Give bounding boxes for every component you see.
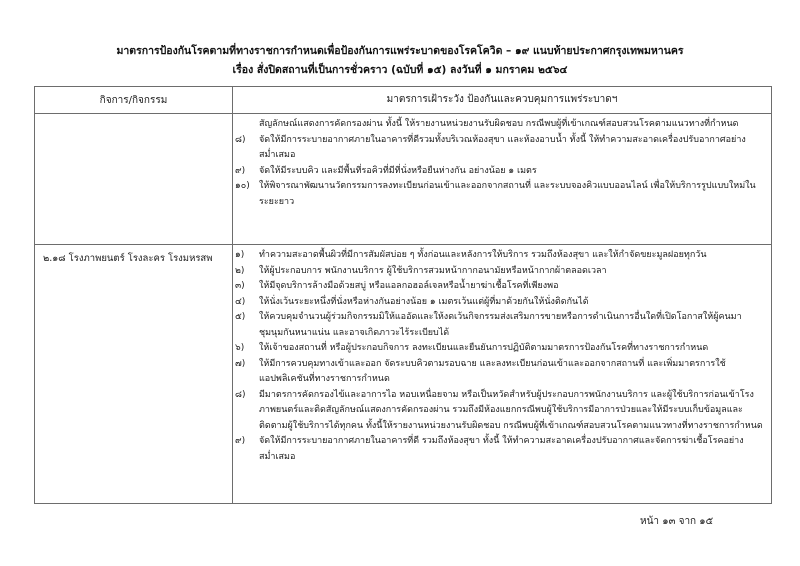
measure-item (233, 133, 763, 164)
page-number: หน้า ๑๓ จาก ๑๕ (640, 516, 714, 527)
table-row (35, 113, 771, 244)
measure-item (233, 357, 763, 388)
measures-cell (233, 114, 771, 244)
item-text: ให้มีจุดบริการล้างมือด้วยสบู่ หรือแอลกอฮอล์เจลหรือน้ำยาฆ่าเชื้อโรคที่เพียงพอ (259, 281, 559, 291)
measure-item (233, 295, 763, 311)
activity-cell (35, 114, 233, 244)
item-number: ๖) (235, 343, 245, 353)
item-text: มีมาตรการคัดกรองไข้และอาการไอ หอบเหนื่อยจาม หรือเป็นหวัดสำหรับผู้ประกอบการพนักงานบริการ และผู้ใช้บริการก่อนเข้าโรงภาพยนตร์และติดสัญลักษณ์แสดงการคัดกรองผ่าน รวมถึงมีห้องแยกกรณีพบผู้ใช้บริการมีอาการป่วยและให้มีระบบเก็บข้อมูลและติดตามผู้ใช้บริการได้ทุกคน ทั้งนี้ให้รายงานหน่วยงานรับผิดชอบ กรณีพบผู้ที่เข้าเกณฑ์สอบสวนโรคตามแนวทางที่ทางราชการกำหนด (259, 389, 763, 431)
item-text: ให้ผู้ประกอบการ พนักงานบริการ ผู้ใช้บริการสวมหน้ากากอนามัยหรือหน้ากากผ้าตลอดเวลา (259, 265, 607, 276)
item-text: ให้พิจารณาพัฒนานวัตกรรมการลงทะเบียนก่อนเข้าและออกจากสถานที่ และระบบจองคิวแบบออนไลน์ เพื่อให้บริการรูปแบบใหม่ในระยะยาว (259, 181, 756, 207)
item-text: จัดให้มีการระบายอากาศภายในอาคารที่ดีรวมทั้งบริเวณห้องสุขา และห้องอาบน้ำ ทั้งนี้ ให้ทำความสะอาดเครื่องปรับอากาศอย่างสม่ำเสมอ (259, 134, 746, 160)
item-text: จัดให้มีการระบายอากาศภายในอาคารที่ดี รวมถึงห้องสุขา ทั้งนี้ ให้ทำความสะอาดเครื่องปรับอากาศและจัดการฆ่าเชื้อโรคอย่างสม่ำเสมอ (259, 436, 744, 462)
item-number: ๕) (235, 312, 246, 322)
item-number: ๑) (235, 250, 245, 260)
measure-item (233, 164, 763, 180)
measures-cell (233, 245, 771, 503)
item-text: ให้มีการควบคุมทางเข้าและออก จัดระบบคิวตามรอบฉาย และลงทะเบียนก่อนเข้าและออกจากสถานที่ และเพิ่มมาตรการใช้แอปพลิเคชันที่ทางราชการกำหนด (259, 358, 726, 384)
document-title-line2: เรื่อง สั่งปิดสถานที่เป็นการชั่วคราว (ฉบับที่ ๑๕) ลงวันที่ ๑ มกราคม ๒๕๖๔ (232, 64, 568, 76)
measures-table (34, 86, 772, 504)
measure-item (233, 179, 763, 210)
item-number: ๓) (235, 281, 245, 291)
item-number: ๙) (235, 436, 246, 446)
measure-item (233, 248, 763, 264)
item-text: จัดให้มีระบบคิว และมีพื้นที่รอคิวที่มีที่นั่งหรือยืนห่างกัน อย่างน้อย ๑ เมตร (259, 165, 537, 176)
continued-text: สัญลักษณ์แสดงการคัดกรองผ่าน ทั้งนี้ ให้รายงานหน่วยงานรับผิดชอบ กรณีพบผู้ที่เข้าเกณฑ์สอบสวนโรคตามแนวทางที่กำหนด (259, 119, 739, 129)
item-number: ๗) (235, 358, 246, 369)
item-number: ๘) (235, 134, 246, 145)
activity-cell: ๒.๑๘ โรงภาพยนตร์ โรงละคร โรงมหรสพ (35, 245, 233, 503)
item-number: ๙) (235, 165, 246, 176)
item-number: ๒) (235, 265, 245, 276)
measure-item (233, 279, 763, 295)
measure-item (233, 310, 763, 341)
item-text: ให้นั่งเว้นระยะหนึ่งที่นั่งหรือห่างกันอย่างน้อย ๑ เมตรเว้นแต่ผู้ที่มาด้วยกันให้นั่งติดกันได้ (259, 296, 589, 307)
column-header-activity: กิจการ/กิจกรรม (35, 87, 233, 113)
item-number: ๑๐) (235, 181, 250, 191)
column-header-measures: มาตรการเฝ้าระวัง ป้องกันและควบคุมการแพร่ระบาดฯ (386, 94, 618, 106)
table-header-row (35, 87, 771, 113)
table-row (35, 244, 771, 503)
measure-item (233, 388, 763, 435)
measure-item (233, 341, 763, 357)
measure-item (233, 434, 763, 465)
item-text: ให้เจ้าของสถานที่ หรือผู้ประกอบกิจการ ลงทะเบียนและยืนยันการปฏิบัติตามมาตรการป้องกันโรคที่ทางราชการกำหนด (259, 343, 709, 353)
document-title-line1: มาตรการป้องกันโรคตามที่ทางราชการกำหนดเพื่อป้องกันการแพร่ระบาดของโรคโควิด – ๑๙ แนบท้ายประกาศกรุงเทพมหานคร (116, 45, 684, 57)
item-text: ทำความสะอาดพื้นผิวที่มีการสัมผัสบ่อย ๆ ทั้งก่อนและหลังการให้บริการ รวมถึงห้องสุขา และให้กำจัดขยะมูลฝอยทุกวัน (259, 250, 707, 260)
item-number: ๔) (235, 296, 246, 307)
measure-item (233, 264, 763, 280)
item-number: ๘) (235, 389, 246, 400)
item-text: ให้ควบคุมจำนวนผู้ร่วมกิจกรรมมิให้แออัดและให้งดเว้นกิจกรรมส่งเสริมการขายหรือการดำเนินการอื่นใดที่เปิดโอกาสให้ผู้คนมาชุมนุมกันหนาแน่น และอาจเกิดภาวะไร้ระเบียบได้ (259, 312, 742, 338)
